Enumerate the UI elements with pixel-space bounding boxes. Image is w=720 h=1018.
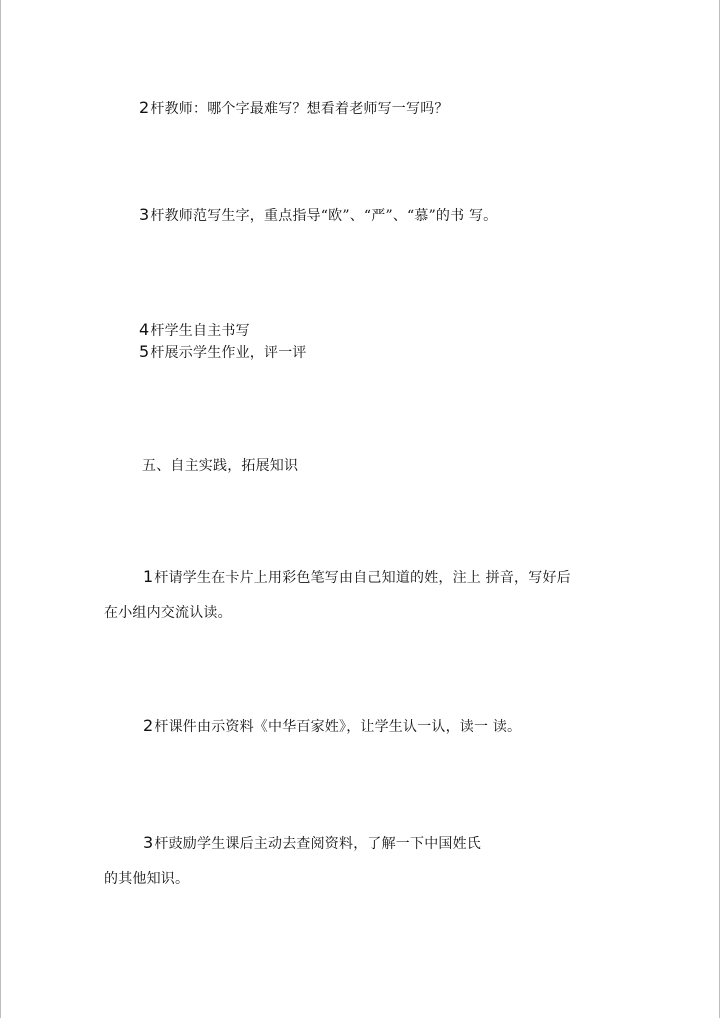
item-1-continuation [104,603,232,623]
item-text: 杆教师范写生字，重点指导“欧”、“严”、“慕”的书 写。 [150,208,498,224]
item-number: 5 [139,342,150,361]
item-text: 杆展示学生作业，评一评 [150,345,307,361]
item-3-encourage [143,833,481,854]
item-text: 杆学生自主书写 [150,323,250,339]
item-number: 1 [143,567,154,586]
item-number: 3 [139,205,150,224]
item-1-card-writing [143,567,571,588]
item-4-student-writing [139,320,250,341]
item-2-courseware [143,716,521,737]
item-number: 3 [143,833,154,852]
item-3-teacher-demo [139,205,497,226]
item-text: 杆豉励学生课后主动去查阅资料，了解一下中国姓氏 [154,836,481,852]
item-text: 杆课件由示资料《中华百家姓》，让学生认一认，读一 读。 [154,719,522,735]
item-2-teacher-question [139,98,449,119]
item-5-show-homework [139,342,307,363]
item-3-continuation [104,869,189,889]
item-text: 在小组内交流认读。 [104,605,232,621]
item-number: 2 [143,716,154,735]
section-heading [142,456,298,476]
item-text: 的其他知识。 [104,871,190,887]
item-number: 2 [139,98,150,117]
item-text: 杆教师：哪个字最难写？想看着老师写一写吗？ [150,101,449,117]
item-number: 4 [139,320,150,339]
item-text: 杆请学生在卡片上用彩色笔写由自己知道的姓，注上 拼音，写好后 [154,570,571,586]
section-heading-text: 五、自主实践，拓展知识 [142,458,299,474]
